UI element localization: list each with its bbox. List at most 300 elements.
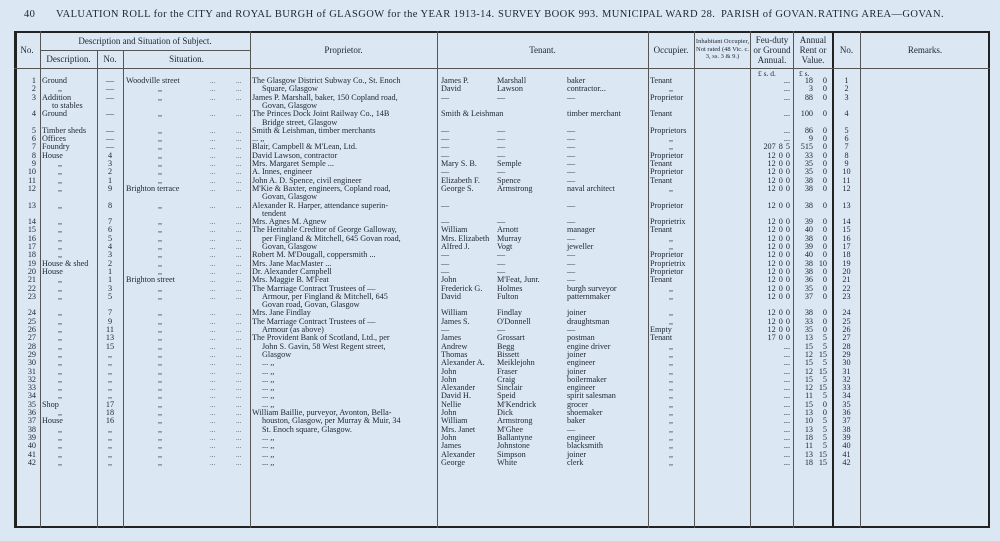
entry-number-right: 23 [842, 291, 851, 301]
feu-units: £ s. d. [758, 69, 776, 78]
leader-dots: ... [236, 375, 242, 384]
annual-rent-pounds: 13 [804, 408, 813, 417]
occupier: ,, [668, 416, 674, 426]
entry-number: 17 [27, 242, 36, 251]
entry-number: 22 [27, 283, 36, 293]
entry-number: 19 [27, 258, 36, 268]
annual-rent-pounds: 12 [804, 383, 813, 393]
tenant-surname: Begg [497, 341, 515, 351]
leader-dots: ... [210, 168, 216, 177]
entry-number-right: 7 [844, 142, 849, 152]
situation: ,, [157, 200, 163, 210]
leader-dots: ... [210, 243, 216, 251]
occupier: Proprietor [650, 92, 684, 102]
tenant-occupation: — [567, 134, 576, 144]
street-number: 7 [107, 217, 113, 227]
leader-dots: ... [210, 342, 216, 351]
header-annual-rent: Annual Rent or Value. [799, 34, 827, 65]
leader-dots: ... [236, 110, 242, 119]
proprietor: ... ,, [252, 134, 265, 144]
tenant-occupation: spirit salesman [567, 391, 616, 401]
proprietor: M'Kie & Baxter, engineers, Copland road, [252, 183, 391, 193]
street-number: 11 [106, 325, 114, 334]
annual-rent-shillings: 5 [822, 424, 827, 434]
feu-duty: ... [783, 358, 790, 368]
annual-rent-shillings: 10 [818, 258, 827, 268]
tenant-occupation: burgh surveyor [567, 283, 617, 293]
entry-number: 27 [27, 333, 36, 343]
tenant-surname: Vogt [497, 242, 513, 251]
tenant-surname: — [497, 217, 506, 227]
leader-dots: ... [210, 317, 216, 326]
tenant-surname: Armstrong [497, 183, 533, 193]
feu-duty: 12 0 0 [767, 325, 790, 334]
occupier: ,, [668, 341, 674, 351]
tenant-occupation: clerk [567, 457, 584, 467]
annual-rent-shillings: 0 [822, 225, 827, 235]
leader-dots: ... [236, 442, 242, 451]
feu-duty: 12 0 0 [767, 266, 790, 276]
entry-number: 24 [27, 308, 36, 318]
tenant-surname: Craig [497, 374, 516, 384]
situation: ,, [157, 92, 163, 102]
street-number: — [105, 142, 115, 152]
street-number: — [105, 84, 115, 94]
street-number: 9 [107, 316, 113, 326]
annual-rent-shillings: 0 [822, 125, 827, 135]
tenant-first-name: James [441, 333, 462, 343]
entry-number: 7 [31, 142, 36, 152]
leader-dots: ... [210, 276, 216, 285]
leader-dots: ... [236, 151, 242, 160]
proprietor: Bridge street, Glasgow [262, 117, 338, 127]
proprietor: Armour, per Fingland & Mitchell, 645 [262, 291, 388, 301]
annual-rent-pounds: 15 [804, 399, 813, 409]
entry-number-right: 31 [842, 366, 851, 376]
tenant-surname: — [497, 125, 506, 135]
page-number: 40 [24, 9, 36, 20]
proprietor: William Baillie, purveyor, Avonton, Bella- [252, 408, 392, 417]
description: ,, [57, 175, 63, 185]
entry-number-right: 10 [842, 167, 851, 177]
tenant-first-name: Frederick G. [441, 283, 483, 293]
annual-rent-pounds: 11 [805, 441, 813, 451]
proprietor: ... ,, [262, 366, 275, 376]
proprietor: Govan, Glasgow [262, 100, 318, 110]
leader-dots: ... [236, 334, 242, 343]
leader-dots: ... [210, 201, 216, 210]
street-number: ,, [107, 358, 113, 368]
annual-rent-shillings: 15 [818, 366, 827, 376]
tenant-occupation: — [567, 159, 576, 168]
leader-dots: ... [210, 359, 216, 368]
tenant-occupation: — [567, 167, 576, 177]
entry-number-right: 1 [844, 76, 849, 85]
proprietor: The Heritable Creditor of George Galloway, [252, 225, 397, 235]
annual-rent-pounds: 12 [804, 366, 813, 376]
entry-number-right: 32 [842, 374, 851, 384]
street-number: 8 [107, 200, 113, 210]
proprietor: Mrs. Jane Findlay [252, 308, 311, 318]
annual-rent-shillings: 0 [822, 275, 827, 285]
leader-dots: ... [236, 292, 242, 301]
description: ,, [57, 291, 63, 301]
situation: ,, [157, 408, 163, 417]
situation: ,, [157, 457, 163, 467]
annual-rent-shillings: 0 [822, 84, 827, 94]
tenant-first-name: Smith & Leishman [441, 109, 504, 119]
leader-dots: ... [210, 409, 216, 417]
proprietor: The Marriage Contract Trustees of — [252, 316, 376, 326]
description: ,, [57, 242, 63, 251]
entry-number-right: 28 [842, 341, 851, 351]
street-number: ,, [107, 441, 113, 451]
feu-duty: 12 0 0 [767, 225, 790, 235]
leader-dots: ... [236, 317, 242, 326]
feu-duty: ... [783, 125, 790, 135]
occupier: Empty [650, 325, 672, 334]
annual-rent-shillings: 0 [822, 167, 827, 177]
entry-number-right: 33 [842, 383, 851, 393]
feu-duty: 12 0 0 [767, 316, 790, 326]
proprietor: ... ,, [262, 432, 275, 442]
leader-dots: ... [236, 450, 242, 459]
entry-number: 23 [27, 291, 36, 301]
situation: ,, [157, 325, 163, 334]
leader-dots: ... [236, 143, 242, 152]
street-number: 15 [105, 341, 115, 351]
proprietor: houston, Glasgow, per Murray & Muir, 34 [262, 416, 401, 426]
annual-rent-shillings: 5 [822, 358, 827, 368]
situation: ,, [157, 316, 163, 326]
tenant-surname: Semple [497, 159, 522, 168]
description: ,, [57, 84, 63, 94]
annual-rent-shillings: 0 [822, 266, 827, 276]
entry-number: 40 [27, 441, 36, 451]
situation: ,, [157, 109, 163, 119]
tenant-first-name: Elizabeth F. [441, 175, 480, 185]
description: ,, [57, 432, 63, 442]
street-number: 13 [105, 333, 115, 343]
street-number: ,, [107, 424, 113, 434]
annual-rent-pounds: 100 [800, 109, 813, 119]
tenant-surname: — [497, 142, 506, 152]
feu-duty: ... [783, 341, 790, 351]
street-number: — [105, 109, 115, 119]
tenant-first-name: — [441, 325, 450, 334]
tenant-surname: Fulton [497, 291, 519, 301]
tenant-first-name: John [441, 432, 457, 442]
tenant-occupation: naval architect [567, 183, 615, 193]
situation: ,, [157, 159, 163, 168]
tenant-occupation: — [567, 233, 576, 243]
situation: ,, [157, 134, 163, 144]
entry-number-right: 21 [842, 275, 851, 285]
description: ,, [57, 341, 63, 351]
tenant-surname: Bissett [497, 349, 520, 359]
entry-number-right: 20 [842, 266, 851, 276]
proprietor: ... ,, [262, 441, 275, 451]
tenant-surname: — [497, 250, 506, 260]
occupier: ,, [668, 432, 674, 442]
leader-dots: ... [210, 160, 216, 168]
feu-duty: ... [783, 449, 790, 459]
annual-rent-pounds: 35 [804, 325, 813, 334]
annual-rent-shillings: 0 [822, 283, 827, 293]
tenant-first-name: — [441, 258, 450, 268]
occupier: ,, [668, 142, 674, 152]
annual-rent-shillings: 0 [822, 183, 827, 193]
tenant-occupation: joiner [567, 366, 587, 376]
feu-duty: ... [783, 109, 790, 119]
tenant-first-name: — [441, 150, 450, 160]
tenant-first-name: James S. [441, 316, 470, 326]
street-number: ,, [107, 432, 113, 442]
occupier: ,, [668, 316, 674, 326]
street-number: 3 [107, 283, 113, 293]
feu-duty: 12 0 0 [767, 167, 790, 177]
entry-number: 15 [27, 225, 36, 235]
tenant-surname: Dick [497, 408, 513, 417]
situation: ,, [157, 432, 163, 442]
tenant-occupation: — [567, 266, 576, 276]
tenant-occupation: shoemaker [567, 408, 603, 417]
description: ,, [57, 366, 63, 376]
annual-rent-shillings: 5 [822, 416, 827, 426]
street-number: ,, [107, 449, 113, 459]
street-number: — [105, 76, 115, 85]
tenant-first-name: George S. [441, 183, 474, 193]
tenant-occupation: blacksmith [567, 441, 603, 451]
occupier: Proprietor [650, 167, 684, 177]
description: Addition [42, 92, 72, 102]
feu-duty: ... [783, 374, 790, 384]
occupier: Tenant [650, 109, 673, 119]
leader-dots: ... [236, 160, 242, 168]
leader-dots: ... [236, 458, 242, 467]
leader-dots: ... [236, 276, 242, 285]
header-description-group: Description and Situation of Subject. [78, 35, 212, 46]
situation: ,, [157, 416, 163, 426]
occupier: Tenant [650, 225, 673, 235]
leader-dots: ... [210, 226, 216, 235]
tenant-occupation: patternmaker [567, 291, 611, 301]
description: ,, [57, 358, 63, 368]
description: ,, [57, 283, 63, 293]
annual-rent-pounds: 15 [804, 341, 813, 351]
tenant-occupation: jeweller [567, 242, 594, 251]
leader-dots: ... [210, 143, 216, 152]
leader-dots: ... [236, 176, 242, 185]
leader-dots: ... [210, 184, 216, 193]
tenant-occupation: — [567, 424, 576, 434]
description: House [42, 416, 63, 426]
tenant-occupation: engine driver [567, 341, 611, 351]
header-situation: Situation. [169, 54, 204, 64]
street-number: 4 [107, 242, 113, 251]
situation: ,, [157, 366, 163, 376]
tenant-surname: Speid [497, 391, 516, 401]
leader-dots: ... [210, 259, 216, 268]
proprietor: A. Innes, engineer [252, 167, 313, 177]
proprietor: per Fingland & Mitchell, 645 Govan road, [262, 233, 401, 243]
leader-dots: ... [210, 176, 216, 185]
tenant-occupation: timber merchant [567, 109, 621, 119]
description: ,, [57, 325, 63, 334]
situation: ,, [157, 374, 163, 384]
tenant-occupation: engineer [567, 432, 596, 442]
description: to stables [52, 100, 83, 110]
tenant-occupation: — [567, 325, 576, 334]
proprietor: Mrs. Agnes M. Agnew [252, 217, 327, 227]
leader-dots: ... [236, 85, 242, 94]
annual-rent-pounds: 40 [804, 250, 813, 260]
feu-duty: ... [783, 399, 790, 409]
annual-rent-shillings: 5 [822, 441, 827, 451]
tenant-surname: Arnott [497, 225, 519, 235]
annual-rent-shillings: 0 [822, 408, 827, 417]
annual-rent-pounds: 3 [808, 84, 813, 94]
annual-rent-pounds: 40 [804, 225, 813, 235]
street-number: 1 [107, 275, 113, 285]
annual-rent-shillings: 0 [822, 175, 827, 185]
annual-rent-pounds: 38 [804, 175, 813, 185]
feu-duty: 12 0 0 [767, 217, 790, 227]
tenant-first-name: David [441, 291, 462, 301]
tenant-surname: — [497, 150, 506, 160]
proprietor: The Provident Bank of Scotland, Ltd., per [252, 333, 390, 343]
entry-number-right: 17 [842, 242, 851, 251]
description: ,, [57, 408, 63, 417]
tenant-occupation: — [567, 275, 576, 285]
feu-duty: 17 0 0 [767, 333, 790, 343]
street-number: ,, [107, 374, 113, 384]
annual-rent-shillings: 15 [818, 349, 827, 359]
tenant-occupation: grocer [567, 399, 588, 409]
feu-duty: ... [783, 432, 790, 442]
tenant-surname: Grossart [497, 333, 525, 343]
leader-dots: ... [210, 251, 216, 260]
leader-dots: ... [236, 184, 242, 193]
occupier: ,, [668, 391, 674, 401]
leader-dots: ... [210, 375, 216, 384]
street-number: 9 [107, 183, 113, 193]
tenant-occupation: — [567, 125, 576, 135]
feu-duty: 207 8 5 [763, 142, 790, 152]
entry-number-right: 22 [842, 283, 851, 293]
annual-rent-shillings: 5 [822, 432, 827, 442]
situation: Woodville street [126, 76, 180, 85]
annual-rent-pounds: 36 [804, 275, 813, 285]
entry-number-right: 40 [842, 441, 851, 451]
entry-number: 33 [27, 383, 36, 393]
leader-dots: ... [236, 284, 242, 293]
tenant-surname: Marshall [497, 76, 527, 85]
tenant-first-name: John [441, 374, 457, 384]
leader-dots: ... [210, 350, 216, 359]
proprietor: tendent [262, 208, 287, 218]
situation: ,, [157, 242, 163, 251]
leader-dots: ... [210, 400, 216, 409]
street-number: 2 [107, 258, 113, 268]
feu-duty: 12 0 0 [767, 242, 790, 251]
tenant-first-name: William [441, 225, 468, 235]
annual-rent-pounds: 86 [804, 125, 813, 135]
feu-duty: 12 0 0 [767, 233, 790, 243]
description: ,, [57, 383, 63, 393]
feu-duty: 12 0 0 [767, 150, 790, 160]
tenant-occupation: — [567, 175, 576, 185]
header-feu-duty: Feu-duty or Ground Annual. [753, 34, 791, 65]
annual-rent-pounds: 18 [804, 432, 813, 442]
proprietor: Glasgow [262, 349, 292, 359]
tenant-occupation: engineer [567, 358, 596, 368]
proprietor: ... ,, [262, 374, 275, 384]
leader-dots: ... [210, 367, 216, 376]
annual-rent-shillings: 0 [822, 316, 827, 326]
entry-number: 13 [27, 200, 36, 210]
entry-number: 10 [27, 167, 36, 177]
leader-dots: ... [210, 126, 216, 135]
situation: ,, [157, 125, 163, 135]
tenant-first-name: — [441, 250, 450, 260]
description: ,, [57, 200, 63, 210]
entry-number: 5 [31, 125, 36, 135]
situation: ,, [157, 349, 163, 359]
tenant-occupation: draughtsman [567, 316, 610, 326]
tenant-first-name: — [441, 125, 450, 135]
annual-rent-pounds: 13 [804, 449, 813, 459]
tenant-occupation: — [567, 92, 576, 102]
tenant-surname: Johnstone [497, 441, 530, 451]
situation: ,, [157, 250, 163, 260]
entry-number-right: 37 [842, 416, 851, 426]
tenant-surname: Lawson [497, 84, 523, 94]
situation: ,, [157, 341, 163, 351]
description: Offices [42, 134, 66, 144]
description: ,, [57, 217, 63, 227]
annual-rent-pounds: 38 [804, 308, 813, 318]
table-row [0, 459, 1000, 467]
description: ,, [57, 183, 63, 193]
tenant-first-name: Andrew [441, 341, 468, 351]
tenant-surname: — [497, 258, 506, 268]
annual-rent-pounds: 39 [804, 242, 813, 251]
tenant-first-name: Nellie [441, 399, 462, 409]
street-number: ,, [107, 349, 113, 359]
street-number: ,, [107, 457, 113, 467]
leader-dots: ... [236, 234, 242, 243]
tenant-first-name: Alfred J. [441, 242, 470, 251]
annual-rent-shillings: 0 [822, 109, 827, 119]
entry-number: 9 [31, 159, 36, 168]
page-title-line [0, 9, 1000, 23]
situation: ,, [157, 266, 163, 276]
leader-dots: ... [210, 392, 216, 401]
tenant-first-name: Alexander A. [441, 358, 485, 368]
annual-rent-pounds: 38 [804, 266, 813, 276]
proprietor: David Lawson, contractor [252, 150, 338, 160]
proprietor: Armour (as above) [262, 325, 324, 334]
street-number: 3 [107, 159, 113, 168]
occupier: ,, [668, 441, 674, 451]
description: House [42, 150, 63, 160]
leader-dots: ... [210, 334, 216, 343]
leader-dots: ... [236, 218, 242, 227]
entry-number: 38 [27, 424, 36, 434]
tenant-first-name: — [441, 217, 450, 227]
entry-number-right: 29 [842, 349, 851, 359]
